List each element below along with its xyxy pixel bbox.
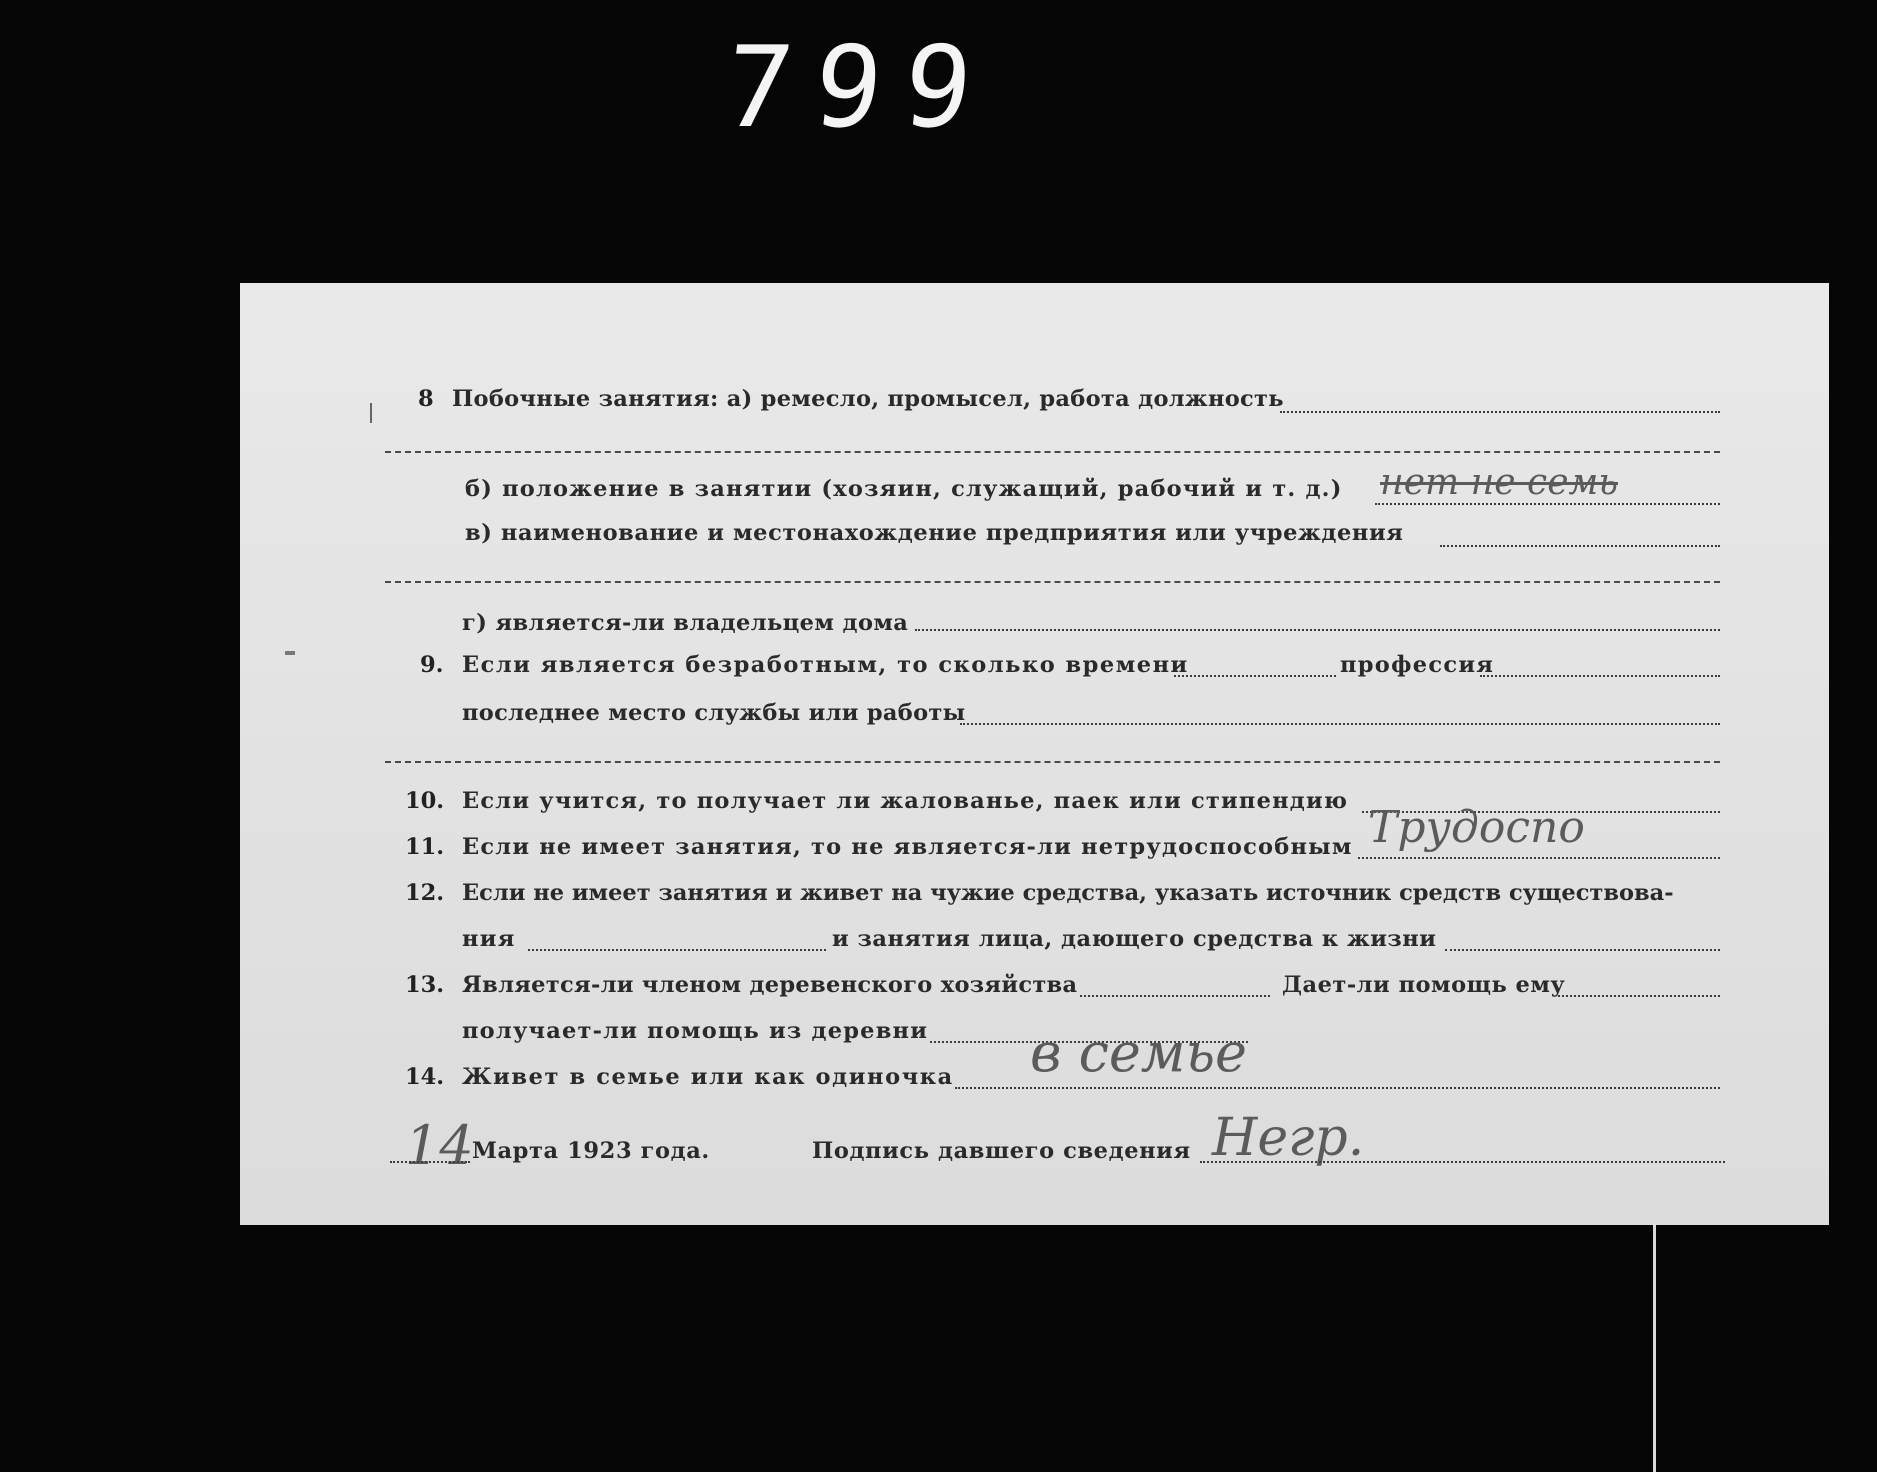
date-day-handwritten: 14 xyxy=(405,1114,474,1177)
q13-number: 13. xyxy=(405,972,445,998)
q8-c-field xyxy=(1440,545,1720,547)
ink-speck xyxy=(285,651,295,655)
q9-text-c: последнее место службы или работы xyxy=(462,700,966,726)
q8-d-text: г) является-ли владельцем дома xyxy=(462,610,909,636)
q12-source-field xyxy=(528,949,826,951)
q13-member-field xyxy=(1080,995,1270,997)
frame-number: 799 xyxy=(718,23,1001,153)
q8-d-field xyxy=(915,629,1720,631)
q9-time-field xyxy=(1174,675,1336,677)
q13-text-b: Дает-ли помощь ему xyxy=(1282,972,1566,998)
q11-handwritten-answer: Трудоспо xyxy=(1368,802,1585,853)
q8-number: 8 xyxy=(418,386,434,412)
q8-b-handwritten-answer: нет не семь xyxy=(1380,462,1618,503)
q9-last-job-field xyxy=(960,723,1720,725)
q9-text-a: Если является безработным, то сколько времени xyxy=(462,652,1189,678)
q10-text: Если учится, то получает ли жалованье, паек или стипендию xyxy=(462,788,1349,814)
q11-text: Если не имеет занятия, то не является-ли нетрудоспособным xyxy=(462,834,1353,860)
q12-number: 12. xyxy=(405,880,445,906)
q12-text-c: и занятия лица, дающего средства к жизни xyxy=(832,926,1437,952)
q12-occupation-field xyxy=(1445,949,1720,951)
q11-field xyxy=(1358,857,1720,859)
q9-profession-field xyxy=(1480,675,1720,677)
date-text: Марта 1923 года. xyxy=(472,1138,710,1164)
q11-number: 11. xyxy=(405,834,445,860)
q14-handwritten-answer: в семье xyxy=(1030,1021,1247,1084)
q12-text-b: ния xyxy=(462,926,516,952)
date-day-field xyxy=(390,1161,470,1163)
signature-handwritten: Негр. xyxy=(1212,1108,1365,1168)
q8-c-text: в) наименование и местонахождение предприятия или учреждения xyxy=(465,520,1404,546)
signature-field xyxy=(1200,1161,1725,1163)
signature-label: Подпись давшего сведения xyxy=(812,1138,1191,1164)
q9-text-b: профессия xyxy=(1340,652,1495,678)
q14-number: 14. xyxy=(405,1064,445,1090)
q14-field xyxy=(955,1087,1720,1089)
q9-number: 9. xyxy=(420,652,444,678)
q13-text-c: получает-ли помощь из деревни xyxy=(462,1018,929,1044)
q13-help-given-field xyxy=(1558,995,1720,997)
q8-a-text: Побочные занятия: а) ремесло, промысел, работа должность xyxy=(452,386,1284,412)
q8-a-continuation-line xyxy=(385,451,1720,453)
q8-b-text: б) положение в занятии (хозяин, служащий, рабочий и т. д.) xyxy=(465,476,1343,502)
q8-b-field xyxy=(1375,503,1720,505)
q12-text-a: Если не имеет занятия и живет на чужие средства, указать источник средств существова- xyxy=(462,880,1674,906)
questionnaire-card xyxy=(240,283,1829,1225)
q8-a-field xyxy=(1280,411,1720,413)
q13-text-a: Является-ли членом деревенского хозяйства xyxy=(462,972,1078,998)
film-edge-line xyxy=(1653,1222,1656,1472)
q8-c-continuation-line xyxy=(385,581,1720,583)
q14-text: Живет в семье или как одиночка xyxy=(462,1064,954,1090)
q10-number: 10. xyxy=(405,788,445,814)
margin-mark xyxy=(370,403,372,423)
q9-continuation-line xyxy=(385,761,1720,763)
